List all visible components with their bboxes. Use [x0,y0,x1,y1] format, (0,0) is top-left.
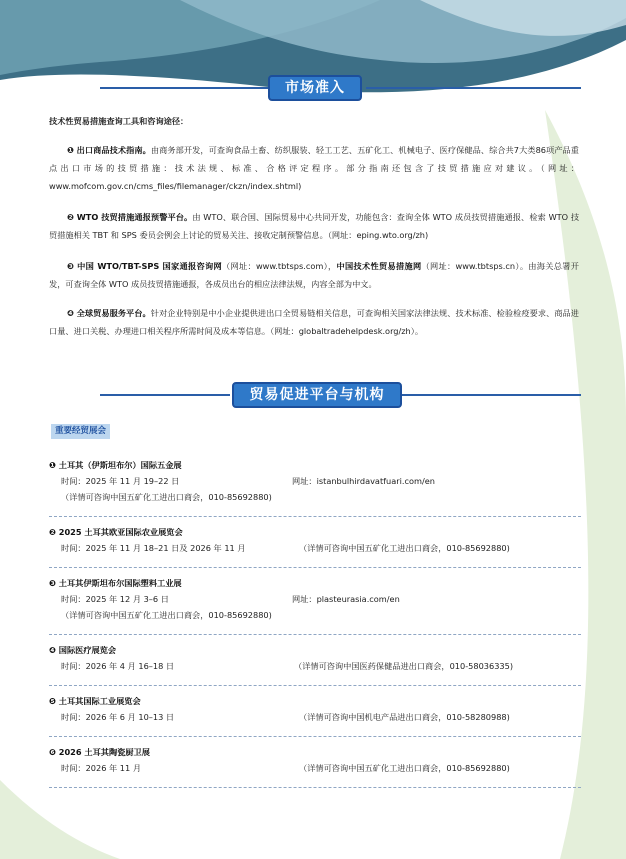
title-rule-right [401,394,581,396]
expo-details [49,709,581,725]
item-text: 由商务部开发，可查询食品土畜、纺织服装、轻工工艺、五矿化工、机械电子、医疗保健品、综合共7大类86项产品重点出口市场的技贸措施：技术法规、标准、合格评定程序。部分指南还包含了技贸措施应对建议。（网址：www.mofcom.gov.cn/cms_files/filemanager/ckzn/index.shtml) [49,145,579,191]
expo-contact: （详情可咨询中国五矿化工进出口商会，010-85692880) [299,763,510,773]
expo-contact: （详情可咨询中国机电产品进出口商会，010-58280988) [299,712,510,722]
expo-contact: （详情可咨询中国医药保健品进出口商会，010-58036335) [294,661,514,671]
number-icon: ❷ [67,212,75,222]
expo-entry [49,744,581,776]
item-lead: 出口商品技术指南。 [76,145,151,155]
expo-details [49,760,581,776]
expo-entry [49,693,581,725]
expo-name: ❻ 2026 土耳其陶瓷厨卫展 [49,747,150,757]
title-rule-right [366,87,581,89]
subsection-tag: 重要经贸展会 [51,424,110,439]
expo-contact: （详情可咨询中国五矿化工进出口商会，010-85692880) [299,543,510,553]
expo-time: 时间：2026 年 6 月 10–13 日 [61,712,175,722]
expo-time: 时间：2025 年 11 月 19–22 日 [61,476,180,486]
number-icon: ❸ [67,261,75,271]
list-item [49,304,579,340]
divider [49,736,581,737]
item-text: 针对企业特别是中小企业提供进出口全贸易链相关信息，可查询相关国家法律法规、技术标准、检验检疫要求、商品进口量、进口关税、办理进口相关程序所需时间及成本等信息。（网址：globaltradehelpdesk.org/zh）。 [49,308,579,336]
expo-time: 时间：2025 年 11 月 18–21 日及 2026 年 11 月 [61,543,246,553]
item-url: （网址：www.tbtsps.com）， [221,261,337,271]
divider [49,516,581,517]
expo-details [49,658,581,674]
item-text: 由 WTO、联合国、国际贸易中心共同开发，功能包含：查询全体 WTO 成员技贸措施通报、检索 WTO 技贸措施相关 TBT 和 SPS 委员会例会上讨论的贸易关注、接收定制预警信息。（网址：eping.wto.org/zh) [49,212,580,240]
item-lead: 全球贸易服务平台。 [76,308,151,318]
expo-details [49,591,581,607]
number-icon: ❹ [67,308,74,318]
divider [49,634,581,635]
section-title-market-access [0,75,626,101]
expo-website[interactable]: 网址：plasteurasia.com/en [292,594,400,604]
item-text: （网址：www.tbtsps.cn）。由海关总署开发，可查询全体 WTO 成员技贸措施通报，各成员出台的相应法律法规，内容全部为中文。 [49,261,579,289]
section-title-trade-promotion [0,382,626,408]
expo-entry [49,457,581,505]
expo-details [49,473,581,489]
title-rule-left [100,87,270,89]
expo-name: ❸ 土耳其伊斯坦布尔国际塑料工业展 [49,578,182,588]
expo-entry [49,524,581,556]
expo-time: 时间：2026 年 4 月 16–18 日 [61,661,175,671]
list-item [49,257,579,293]
divider [49,685,581,686]
expo-contact: （详情可咨询中国五矿化工进出口商会，010-85692880) [61,610,272,620]
expo-time: 时间：2026 年 11 月 [61,763,142,773]
expo-contact: （详情可咨询中国五矿化工进出口商会，010-85692880) [61,492,272,502]
intro-text: 技术性贸易措施查询工具和咨询途径： [49,116,189,126]
expo-name: ❶ 土耳其（伊斯坦布尔）国际五金展 [49,460,182,470]
expo-website[interactable]: 网址：istanbulhirdavatfuari.com/en [292,476,435,486]
list-item [49,208,579,244]
title-rule-left [100,394,230,396]
section-heading: 市场准入 [268,75,362,101]
expo-entry [49,575,581,623]
section-heading: 贸易促进平台与机构 [232,382,402,408]
expo-name: ❺ 土耳其国际工业展览会 [49,696,141,706]
expo-entry [49,642,581,674]
divider [49,787,581,788]
list-item [49,141,579,195]
item-lead: 中国 WTO/TBT-SPS 国家通报咨询网 [77,261,222,271]
item-lead-secondary: 中国技术性贸易措施网 [336,261,422,271]
item-lead: WTO 技贸措施通报预警平台。 [76,212,193,222]
expo-time: 时间：2025 年 12 月 3–6 日 [61,594,169,604]
divider [49,567,581,568]
expo-details [49,540,581,556]
expo-name: ❹ 国际医疗展览会 [49,645,117,655]
number-icon: ❶ [67,145,74,155]
expo-name: ❷ 2025 土耳其欧亚国际农业展览会 [49,527,183,537]
